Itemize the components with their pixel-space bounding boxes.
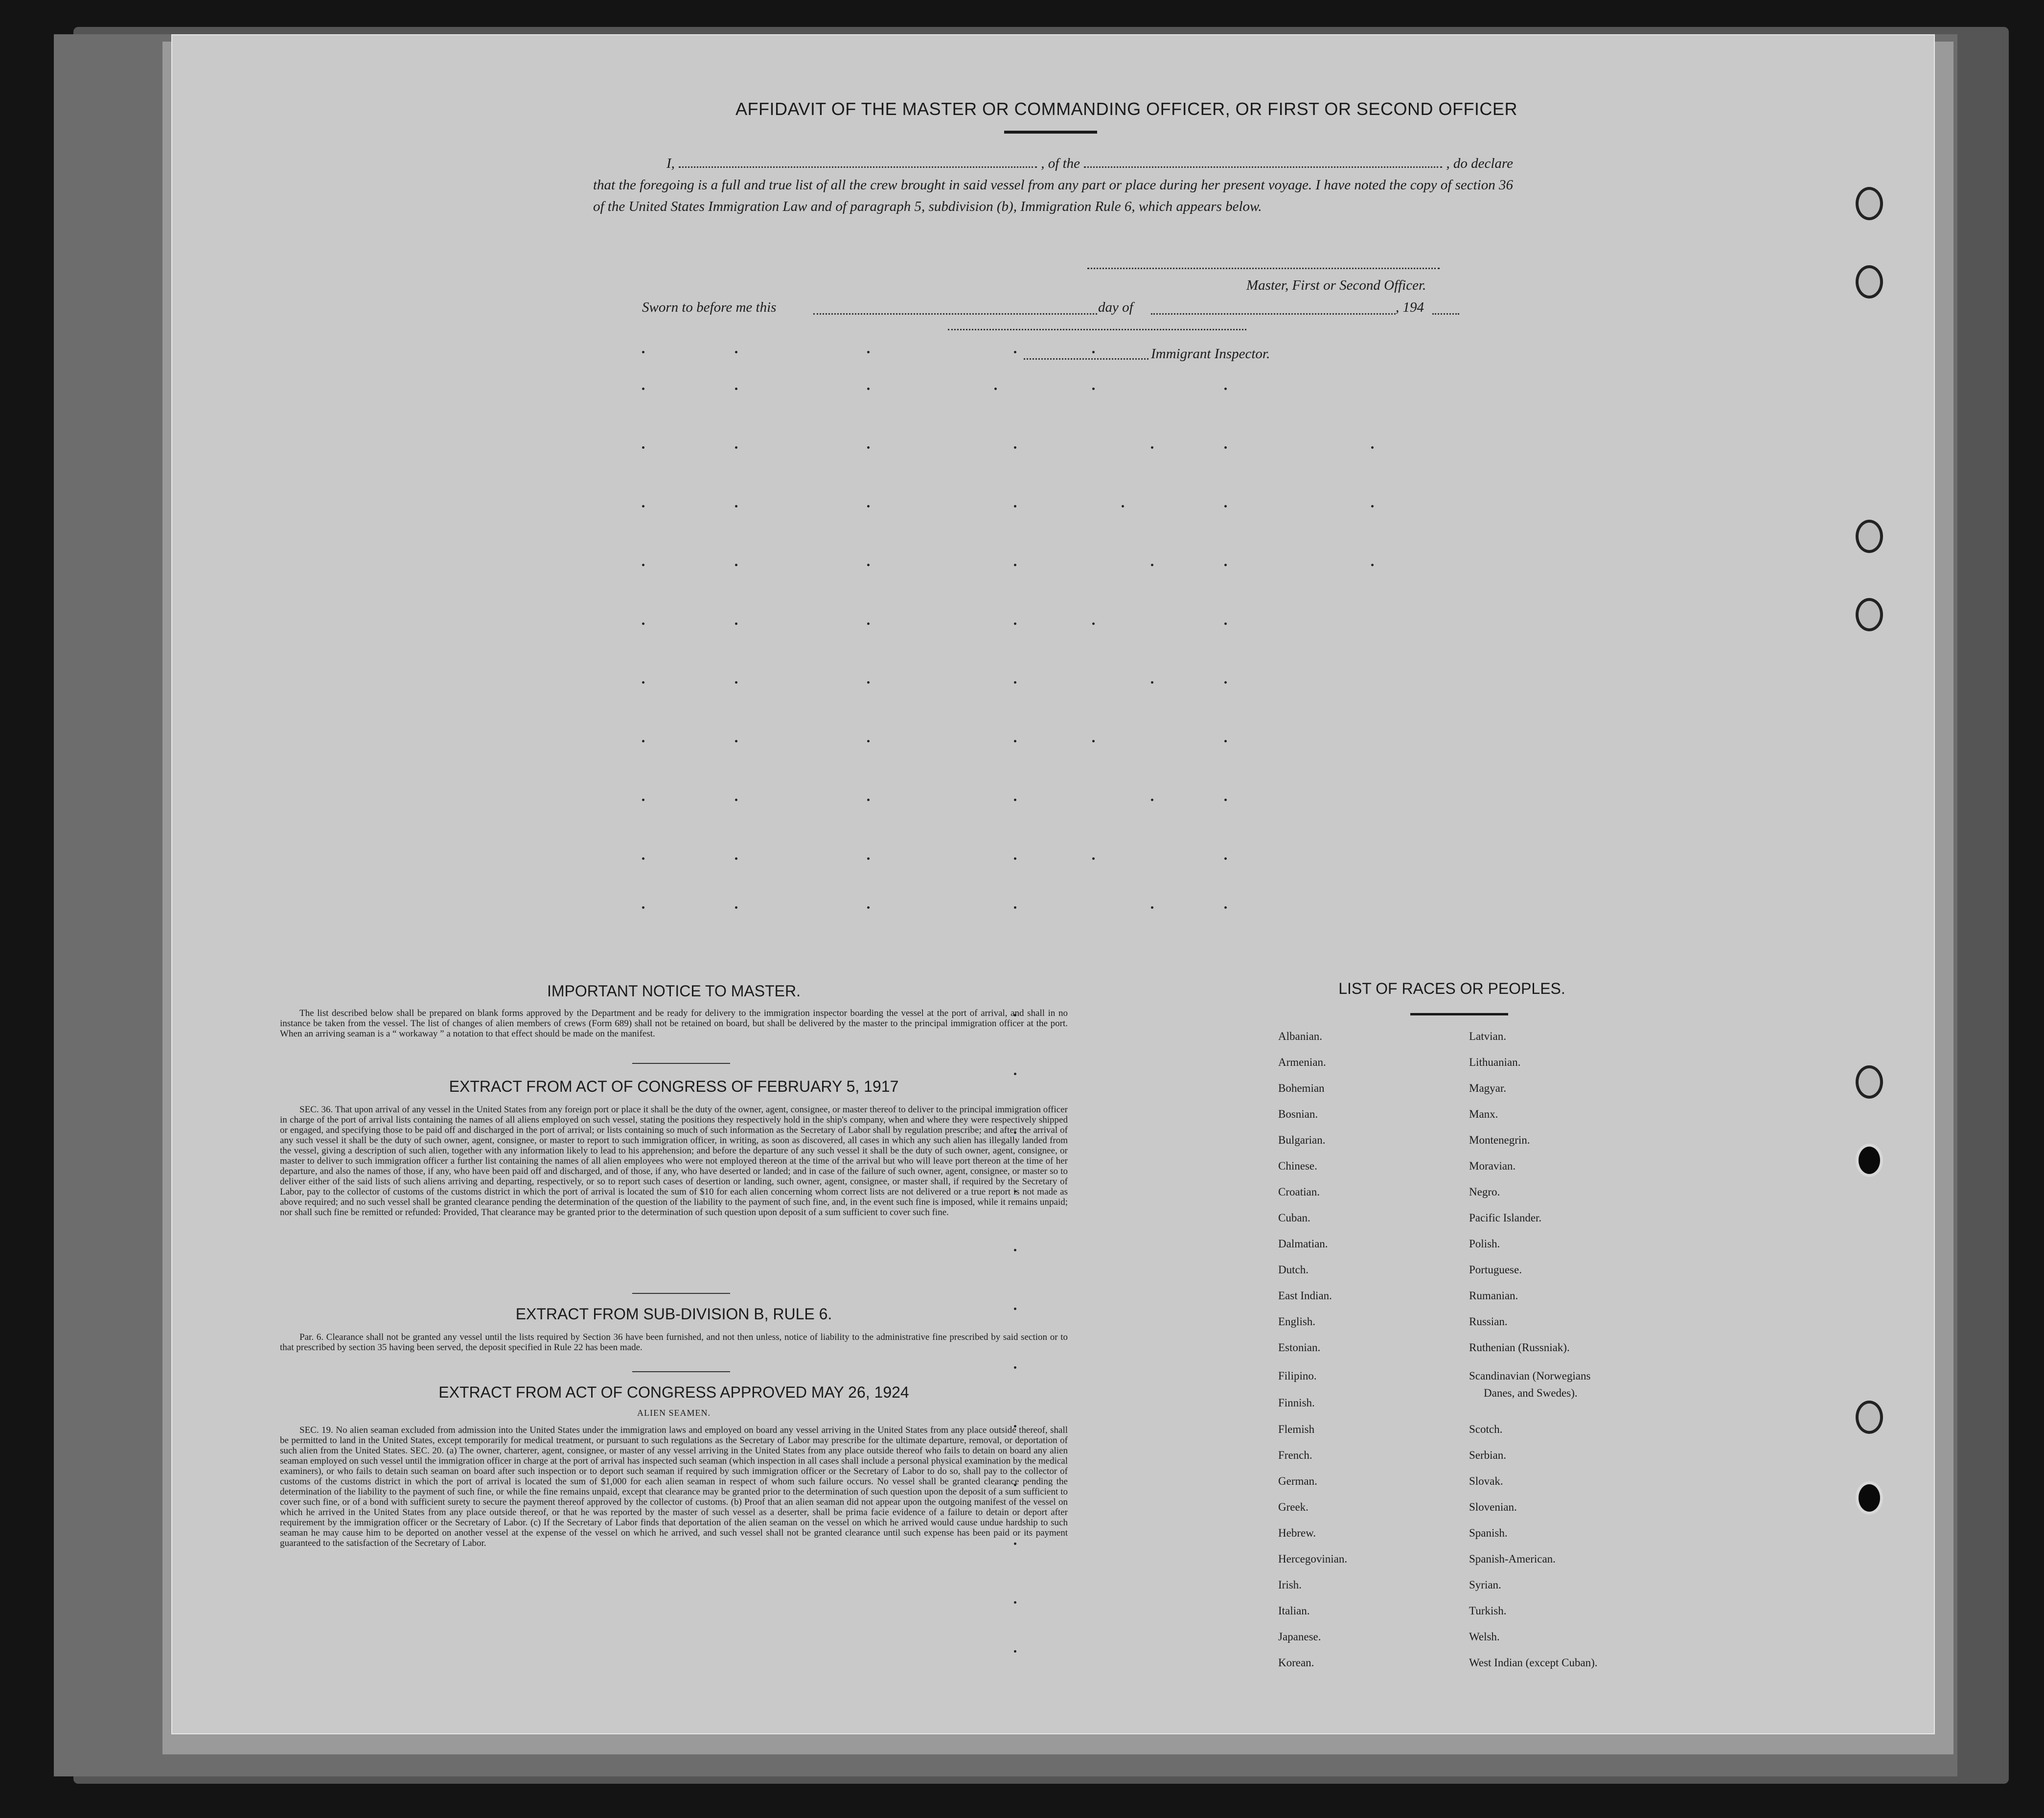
- race-item: Estonian.: [1278, 1341, 1321, 1354]
- race-item: Spanish-American.: [1469, 1553, 1556, 1565]
- race-item: Magyar.: [1469, 1082, 1507, 1094]
- race-item: Korean.: [1278, 1657, 1314, 1669]
- race-item: Filipino.: [1278, 1370, 1317, 1382]
- declarant-i-label: I,: [666, 156, 675, 171]
- year-blank: [1432, 313, 1459, 315]
- punch-hole-icon: [1856, 265, 1883, 299]
- race-item: Chinese.: [1278, 1160, 1317, 1172]
- race-item: Scandinavian (Norwegians: [1469, 1370, 1591, 1382]
- race-item: Polish.: [1469, 1238, 1500, 1250]
- race-item: Flemish: [1278, 1423, 1315, 1435]
- day-of-label: day of: [1098, 299, 1133, 315]
- race-item: Moravian.: [1469, 1160, 1516, 1172]
- race-item: Hercegovinian.: [1278, 1553, 1348, 1565]
- master-signature-line: [1087, 268, 1440, 269]
- race-item: Italian.: [1278, 1605, 1310, 1617]
- race-item: Syrian.: [1469, 1579, 1501, 1591]
- race-item: Danes, and Swedes).: [1484, 1387, 1578, 1399]
- race-item: East Indian.: [1278, 1289, 1332, 1302]
- alien-seamen-subtitle: ALIEN SEAMEN.: [637, 1408, 711, 1418]
- race-item: Croatian.: [1278, 1186, 1320, 1198]
- race-item: Negro.: [1469, 1186, 1500, 1198]
- race-item: Welsh.: [1469, 1631, 1500, 1643]
- race-item: Japanese.: [1278, 1631, 1321, 1643]
- affidavit-body: [593, 153, 1513, 217]
- document-page: [171, 34, 1935, 1734]
- affidavit-text: that the foregoing is a full and true list of all the crew brought in said vessel from any part or place during her present voyage. I have noted the copy of section 36 of the United States Immigration Law and of paragraph 5, subdivision (b), Immigration Rule 6, which appears below.: [593, 177, 1513, 214]
- extract-1924-text: SEC. 19. No alien seaman excluded from admission into the United States under the immigration laws and employed on board any vessel arriving in the United States from any place outside thereof, shall be permitted to land in the United States, except temporarily for medical treatment, or pursuant to such regulations as the Secretary of Labor may prescribe for the ultimate departure, removal, or deportation of such alien from the United States. SEC. 20. (a) The owner, charterer, agent, consignee, or master of any vessel arriving in the United States from any place outside thereof who fails to detain on board any alien seaman employed on such vessel until the immigration officer in charge at the port of arrival has inspected such seaman (which inspection in all cases shall include a personal physical examination by the medical examiners), or who fails to detain such seaman on board after such inspection or to deport such seaman if required by such immigration officer or the Secretary of Labor to do so, shall pay to the collector of customs of the customs district in which the port of arrival is located the sum of $1,000 for each alien seaman in respect of whom such failure occurs. No vessel shall be granted clearance pending the determination of the liability to the payment of such fine, or while the fine remains unpaid, except that clearance may be granted prior to the determination of such question upon the deposit of a sum sufficient to cover such fine, or of a bond with sufficient surety to secure the payment thereof approved by the collector of customs. (b) Proof that an alien seaman did not appear upon the outgoing manifest of the vessel on which he arrived in the United States from any place outside thereof, or that he was reported by the master of such vessel as a deserter, shall be prima facie evidence of a failure to detain or deport after requirement by the immigration officer or the Secretary of Labor. (c) If the Secretary of Labor finds that deportation of the alien seaman on the vessel on which he arrived would cause undue hardship to such seaman he may cause him to be deported on another vessel at the expense of the vessel on which he arrived, and such vessel shall not be granted clearance until such expense has been paid or its payment guaranteed to the satisfaction of the Secretary of Labor.: [280, 1425, 1068, 1548]
- section-divider: [632, 1063, 730, 1064]
- sworn-day-blank: [813, 313, 1097, 315]
- punch-hole-icon: [1856, 598, 1883, 631]
- race-item: Slovak.: [1469, 1475, 1503, 1487]
- vessel-blank: [1084, 166, 1442, 168]
- title-underline: [1004, 131, 1097, 134]
- punch-hole-icon: [1856, 187, 1883, 220]
- race-item: German.: [1278, 1475, 1317, 1487]
- extract-1924-title: EXTRACT FROM ACT OF CONGRESS APPROVED MAY 26, 1924: [438, 1383, 909, 1401]
- notice-text: The list described below shall be prepared on blank forms approved by the Department and be ready for delivery to the immigration inspector boarding the vessel at the port of arrival, and shall in no instance be taken from the vessel. The list of changes of alien members of crews (Form 689) shall not be retained on board, but shall be delivered by the master to the principal immigration officer at the port. When an arriving seaman is a “ workaway ” a notation to that effect should be made on the manifest.: [280, 1008, 1068, 1039]
- inspector-signature-line: [948, 329, 1246, 330]
- race-item: Rumanian.: [1469, 1289, 1518, 1302]
- race-item: Russian.: [1469, 1315, 1508, 1328]
- race-item: Armenian.: [1278, 1056, 1326, 1068]
- punch-hole-icon: [1856, 1065, 1883, 1099]
- of-the-label: , of the: [1041, 156, 1080, 171]
- race-item: English.: [1278, 1315, 1316, 1328]
- race-item: Portuguese.: [1469, 1264, 1522, 1276]
- race-item: Bosnian.: [1278, 1108, 1318, 1120]
- race-item: Spanish.: [1469, 1527, 1508, 1539]
- extract-rule6-title: EXTRACT FROM SUB-DIVISION B, RULE 6.: [515, 1305, 832, 1323]
- inspector-blank: [1024, 358, 1148, 360]
- race-item: Dutch.: [1278, 1264, 1309, 1276]
- section-divider: [632, 1371, 730, 1372]
- race-item: Dalmatian.: [1278, 1238, 1328, 1250]
- declaration-line: [593, 153, 1513, 174]
- section-divider: [632, 1293, 730, 1294]
- race-item: Latvian.: [1469, 1030, 1506, 1042]
- punch-hole-icon: [1856, 1401, 1883, 1434]
- race-item: Bohemian: [1278, 1082, 1325, 1094]
- race-item: French.: [1278, 1449, 1312, 1461]
- extract-rule6-text: Par. 6. Clearance shall not be granted any vessel until the lists required by Section 36 have been furnished, and not then unless, notice of liability to the administrative fine prescribed by said section or to that prescribed by section 35 having been served, the deposit specified in Rule 22 has been made.: [280, 1332, 1068, 1353]
- master-label: Master, First or Second Officer.: [1246, 277, 1426, 293]
- extract-1917-text: SEC. 36. That upon arrival of any vessel in the United States from any foreign port or place it shall be the duty of the owner, agent, consignee, or master thereof to deliver to the principal immigration officer in charge of the port of arrival lists containing the names of all aliens employed on such vessel, stating the positions they respectively hold in the ship's company, when and where they were respectively shipped or engaged, and specifying those to be paid off and discharged in the port of arrival; or lists containing so much of such information as the Secretary of Labor shall by regulation prescribe; and after the arrival of any such vessel it shall be the duty of such owner, agent, consignee, or master to report to such immigration officer, in writing, as soon as discovered, all cases in which any such alien has illegally landed from the vessel, giving a description of such alien, together with any information likely to lead to his apprehension; and before the departure of any such vessel it shall be the duty of such owner, agent, consignee, or master to deliver to such immigration officer a further list containing the names of all alien employees who were not employed thereon at the time of the arrival but who will leave port thereon at the time of her departure, and also the names of those, if any, who have been paid off and discharged, and of those, if any, who have deserted or landed; and in case of the failure of such owner, agent, consignee, or master so to deliver either of the said lists of such aliens arriving and departing, respectively, or so to report such cases of desertion or landing, such owner, agent, consignee, or master shall, if required by the Secretary of Labor, pay to the collector of customs of the customs district in which the port of arrival is located the sum of $10 for each alien concerning whom correct lists are not delivered or a true report is not made as above required; and no such vessel shall be granted clearance pending the determination of the question of the liability to the payment of such fine, and, in the event such fine is imposed, while it remains unpaid; nor shall such fine be remitted or refunded: Provided, That clearance may be granted prior to the determination of such question upon deposit of a sum sufficient to cover such fine.: [280, 1105, 1068, 1218]
- race-item: Manx.: [1469, 1108, 1498, 1120]
- race-item: Bulgarian.: [1278, 1134, 1326, 1146]
- race-item: Cuban.: [1278, 1212, 1310, 1224]
- race-item: Greek.: [1278, 1501, 1309, 1513]
- punch-hole-icon: [1856, 520, 1883, 553]
- race-item: Slovenian.: [1469, 1501, 1517, 1513]
- punch-hole-icon: [1856, 1144, 1883, 1177]
- extract-1917-title: EXTRACT FROM ACT OF CONGRESS OF FEBRUARY 5, 1917: [449, 1078, 899, 1095]
- year-label: , 194: [1396, 299, 1424, 315]
- race-item: Finnish.: [1278, 1397, 1315, 1409]
- do-declare-label: , do declare: [1446, 156, 1513, 171]
- race-item: Scotch.: [1469, 1423, 1503, 1435]
- race-item: Serbian.: [1469, 1449, 1507, 1461]
- affidavit-title: AFFIDAVIT OF THE MASTER OR COMMANDING OFFICER, OR FIRST OR SECOND OFFICER: [735, 99, 1517, 119]
- race-item: Irish.: [1278, 1579, 1302, 1591]
- races-title: LIST OF RACES OR PEOPLES.: [1338, 980, 1565, 997]
- sworn-label: Sworn to before me this: [642, 299, 777, 315]
- punch-hole-icon: [1856, 1481, 1883, 1515]
- race-item: Turkish.: [1469, 1605, 1507, 1617]
- race-item: Hebrew.: [1278, 1527, 1316, 1539]
- race-item: Montenegrin.: [1469, 1134, 1530, 1146]
- race-item: Albanian.: [1278, 1030, 1323, 1042]
- race-item: Ruthenian (Russniak).: [1469, 1341, 1570, 1354]
- inspector-label: Immigrant Inspector.: [1151, 346, 1270, 362]
- race-item: Lithuanian.: [1469, 1056, 1521, 1068]
- name-blank: [679, 166, 1037, 168]
- race-item: West Indian (except Cuban).: [1469, 1657, 1598, 1669]
- races-title-underline: [1410, 1013, 1508, 1015]
- sworn-month-blank: [1151, 313, 1396, 315]
- notice-title: IMPORTANT NOTICE TO MASTER.: [547, 982, 801, 1000]
- race-item: Pacific Islander.: [1469, 1212, 1542, 1224]
